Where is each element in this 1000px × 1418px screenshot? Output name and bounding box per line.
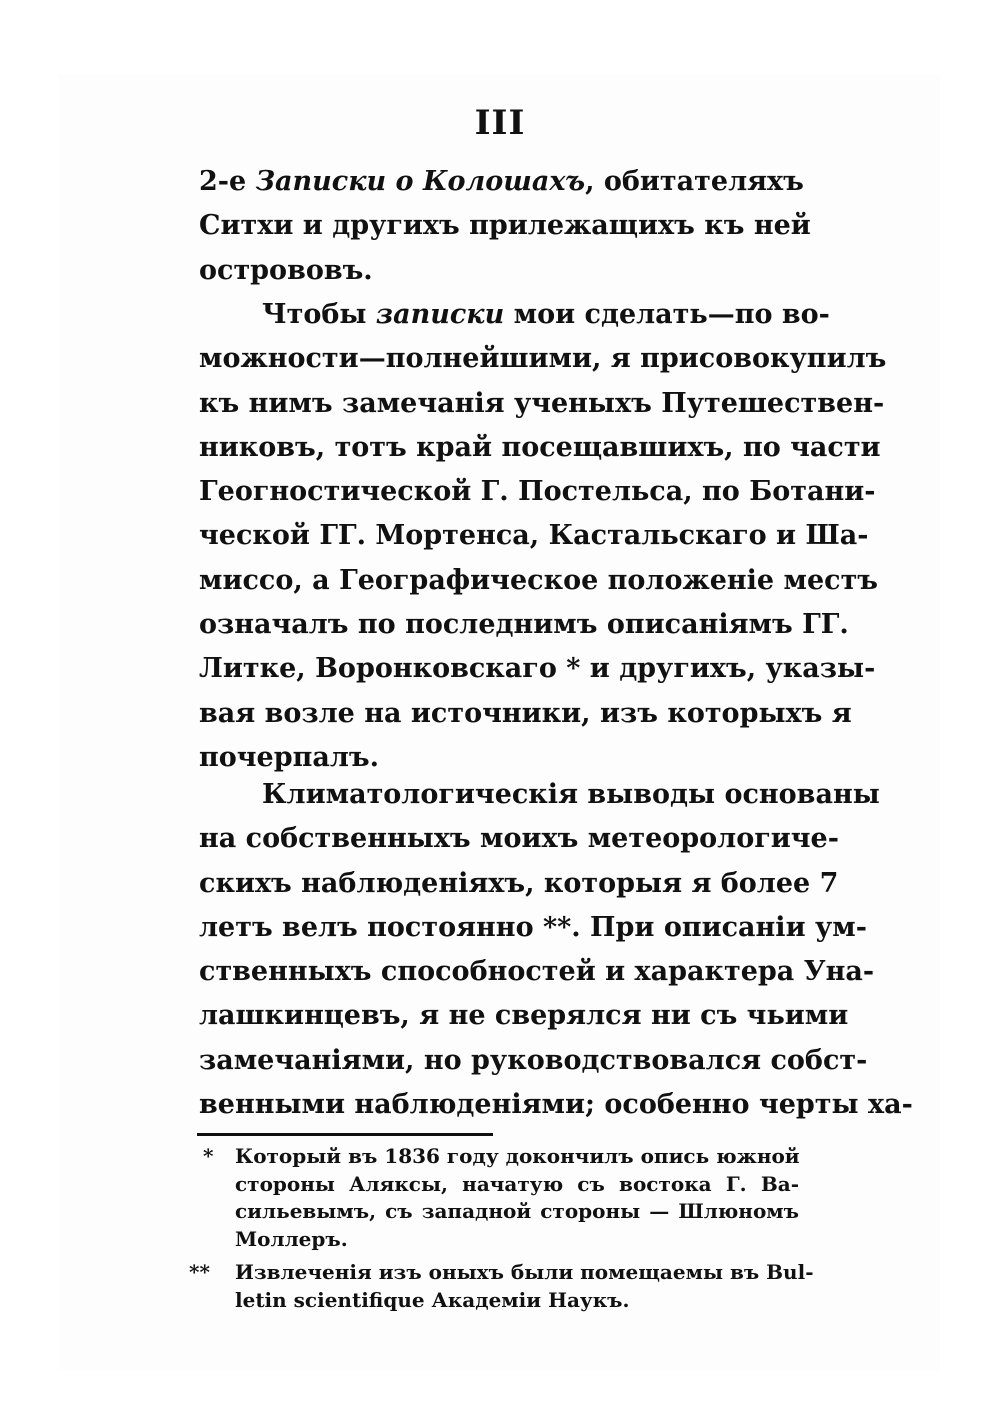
text-line: къ нимъ замечанія ученыхъ Путешествен- [199, 387, 885, 419]
text-run: , обитателяхъ [585, 166, 804, 197]
text-run: мои сделать—по во- [504, 299, 830, 330]
text-line: можности—полнейшими, я присовокупилъ [199, 343, 887, 375]
footnotes [189, 1143, 814, 1314]
footnote-line: сильевымъ, съ западной стороны — Шлюномъ [235, 1199, 799, 1223]
text-line [199, 160, 804, 204]
text-line: Геогностической Г. Постельса, по Ботани- [199, 476, 876, 508]
footnote-line: Моллеръ. [235, 1226, 348, 1251]
text-line: Климатологическія выводы основаны [262, 779, 880, 810]
text-line: ческой ГГ. Мортенса, Кастальскаго и Ша- [199, 520, 869, 552]
text-line: Ситхи и другихъ прилежащихъ къ ней [199, 210, 811, 242]
page-number: III [474, 103, 526, 143]
italic-title: Записки о Колошахъ [255, 166, 586, 197]
italic-word: записки [375, 299, 505, 330]
footnote-mark: * [203, 1144, 214, 1168]
text-line: вая возле на источники, изъ которыхъ я [199, 697, 852, 729]
text-line: миссо, а Географическое положеніе местъ [199, 564, 879, 596]
text-line: лашкинцевъ, я не сверялся ни съ чьими [199, 1000, 849, 1032]
paragraph-heading-item [199, 160, 811, 293]
footnote-mark: ** [189, 1260, 210, 1284]
footnote-text: Который въ 1836 году докончилъ опись южной [235, 1144, 800, 1168]
footnote-line [189, 1259, 814, 1287]
text-run: 2-е [199, 166, 256, 197]
text-line [199, 293, 830, 337]
text-line: Литке, Воронковскаго * и другихъ, указы- [199, 653, 876, 685]
text-line: никовъ, тотъ край посещавшихъ, по части [199, 431, 881, 463]
text-line: означалъ по последнимъ описаніямъ ГГ. [199, 609, 849, 641]
footnote-separator [197, 1133, 493, 1136]
text-run: Чтобы [262, 299, 376, 330]
paragraph-climatology [199, 773, 913, 1127]
footnote-2 [189, 1259, 814, 1314]
footnote-line: letin scientifique Академіи Наукъ. [235, 1287, 630, 1312]
text-line: на собственныхъ моихъ метеорологиче- [199, 823, 839, 855]
footnote-text: Извлеченія изъ оныхъ были помещаемы въ Bul- [235, 1260, 814, 1284]
text-line: замечаніями, но руководствовался собст- [199, 1044, 868, 1076]
text-line: острововъ. [199, 254, 373, 286]
text-line: скихъ наблюденіяхъ, которыя я более 7 [199, 867, 839, 899]
footnote-line: стороны Аляксы, начатую съ востока Г. Ва- [235, 1171, 799, 1196]
text-line: ственныхъ способностей и характера Уна- [199, 956, 875, 988]
paragraph-sources [199, 293, 887, 780]
text-line: венными наблюденіями; особенно черты ха- [199, 1089, 913, 1121]
footnote-line [199, 1143, 799, 1171]
text-line: почерпалъ. [199, 741, 379, 773]
text-line: летъ велъ постоянно **. При описаніи ум- [199, 911, 867, 943]
footnote-1 [199, 1143, 799, 1253]
